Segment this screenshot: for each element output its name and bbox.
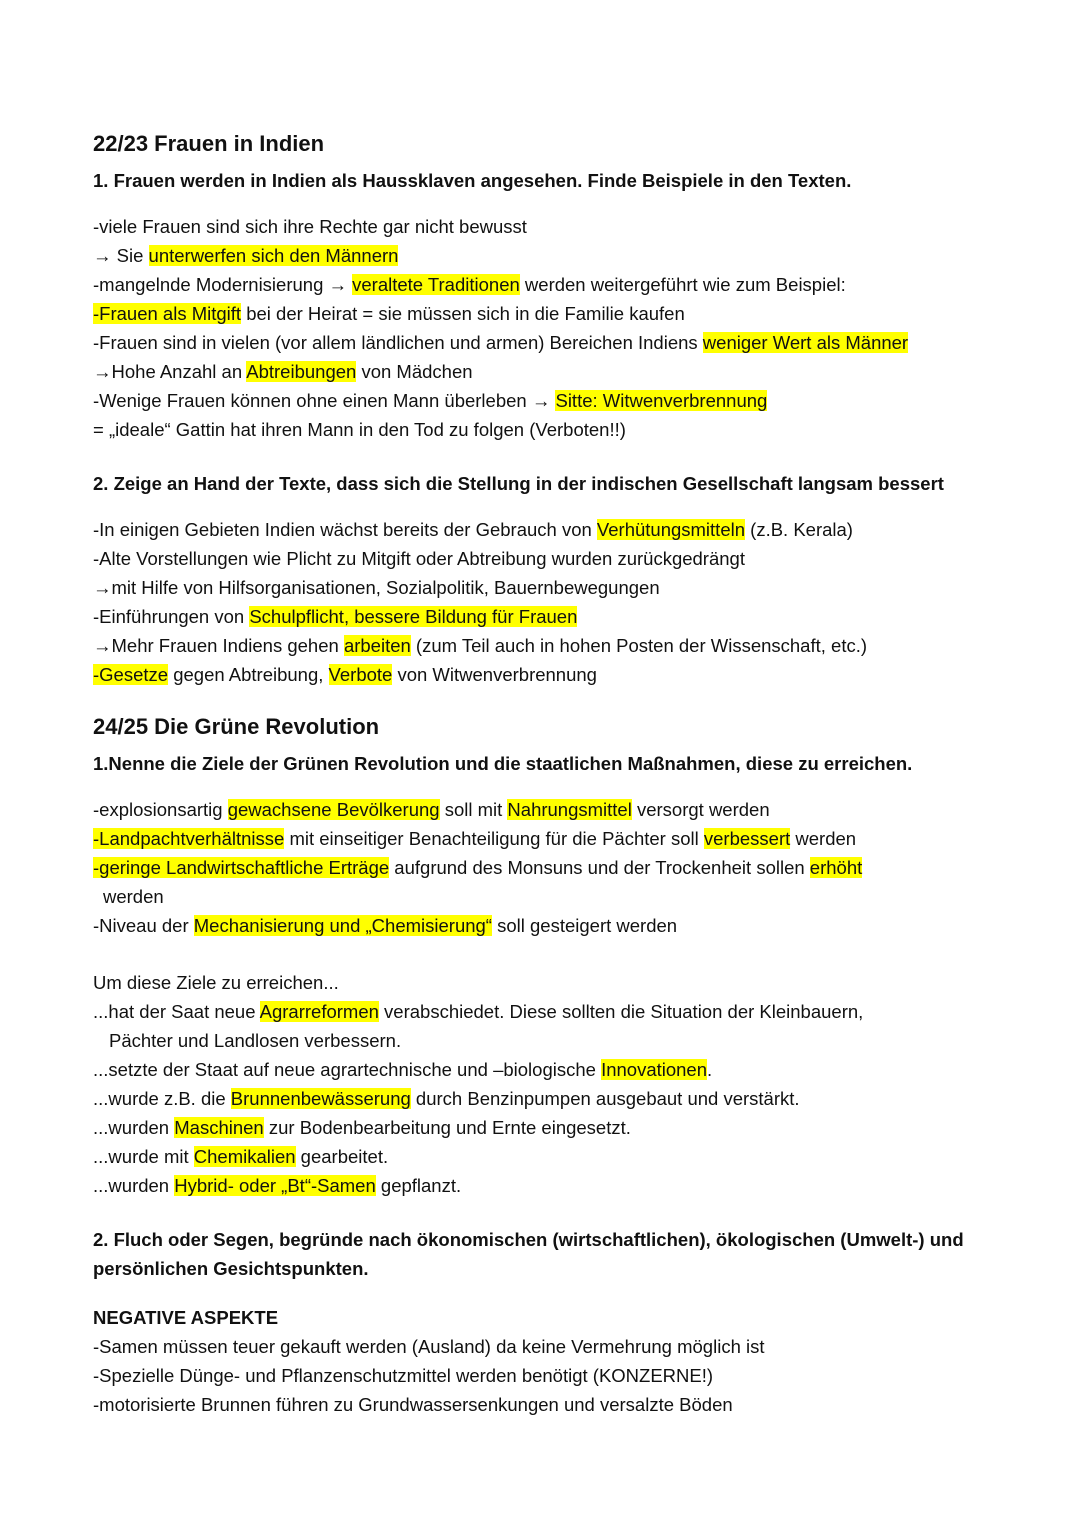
highlight: Landpachtverhältnisse (99, 828, 285, 849)
answer-line: -Frauen als Mitgift bei der Heirat = sie müssen sich in die Familie kaufen (93, 303, 685, 324)
answer-line: -mangelnde Modernisierung → veraltete Traditionen werden weitergeführt wie zum Beispiel: (93, 274, 846, 295)
answer-line: →Mehr Frauen Indiens gehen arbeiten (zum Teil auch in hohen Posten der Wissenschaft, etc.) (93, 635, 868, 656)
answer-line: -Landpachtverhältnisse mit einseitiger Benachteiligung für die Pächter soll verbessert werden (93, 828, 857, 849)
highlight: geringe Landwirtschaftliche Erträge (99, 857, 390, 878)
highlight: Schulpflicht, bessere Bildung für Frauen (249, 606, 578, 627)
document-content (93, 128, 993, 1419)
answer-line: -motorisierte Brunnen führen zu Grundwassersenkungen und versalzte Böden (93, 1394, 733, 1415)
highlight: Gesetze (99, 664, 169, 685)
highlight: verbessert (703, 828, 791, 849)
answer-line: → Sie unterwerfen sich den Männern (93, 245, 399, 266)
answer-line: ...setzte der Staat auf neue agrartechnische und –biologische Innovationen. (93, 1059, 713, 1080)
highlight: Brunnenbewässerung (230, 1088, 411, 1109)
answer-line: →Hohe Anzahl an Abtreibungen von Mädchen (93, 361, 473, 382)
answer-line: ...wurden Hybrid- oder „Bt“-Samen gepflanzt. (93, 1175, 462, 1196)
answer-block-5 (93, 1303, 993, 1419)
highlight: Mechanisierung und „Chemisierung“ (193, 915, 492, 936)
highlight: Nahrungsmittel (507, 799, 632, 820)
highlight: unterwerfen sich den Männern (148, 245, 399, 266)
highlight: erhöht (809, 857, 863, 878)
highlight: arbeiten (343, 635, 411, 656)
answer-line: werden (103, 886, 164, 907)
highlight: Sitte: Witwenverbrennung (555, 390, 768, 411)
answer-line: -viele Frauen sind sich ihre Rechte gar nicht bewusst (93, 216, 527, 237)
question-2-fluch-oder-segen: 2. Fluch oder Segen, begründe nach ökonomischen (wirtschaftlichen), ökologischen (Umwelt-) und (93, 1229, 964, 1250)
answer-line: -Niveau der Mechanisierung und „Chemisierung“ soll gesteigert werden (93, 915, 678, 936)
answer-block-4 (93, 968, 993, 1200)
question-2-stellung-bessert: 2. Zeige an Hand der Texte, dass sich die Stellung in der indischen Gesellschaft langsam bessert (93, 473, 944, 494)
answer-block-1 (93, 212, 993, 444)
section-title-gruene-revolution: 24/25 Die Grüne Revolution (93, 714, 380, 739)
answer-block-2 (93, 515, 993, 689)
highlight: veraltete Traditionen (352, 274, 520, 295)
highlight: Verhütungsmitteln (596, 519, 746, 540)
question-2-fluch-oder-segen-cont: persönlichen Gesichtspunkten. (93, 1258, 369, 1279)
question-1-haussklaven: 1. Frauen werden in Indien als Haussklaven angesehen. Finde Beispiele in den Texten. (93, 170, 852, 191)
section-title-frauen-in-indien: 22/23 Frauen in Indien (93, 131, 325, 156)
highlight: Innovationen (601, 1059, 708, 1080)
negative-aspects-title: NEGATIVE ASPEKTE (93, 1307, 279, 1328)
question-1-ziele: 1.Nenne die Ziele der Grünen Revolution und die staatlichen Maßnahmen, diese zu erreichen. (93, 753, 913, 774)
answer-line: -Wenige Frauen können ohne einen Mann überleben → Sitte: Witwenverbrennung (93, 390, 768, 411)
highlight: Agrarreformen (259, 1001, 379, 1022)
answer-line: -geringe Landwirtschaftliche Erträge aufgrund des Monsuns und der Trockenheit sollen erhöht (93, 857, 863, 878)
answer-line: -In einigen Gebieten Indien wächst bereits der Gebrauch von Verhütungsmitteln (z.B. Kerala) (93, 519, 853, 540)
answer-line: ...wurde z.B. die Brunnenbewässerung durch Benzinpumpen ausgebaut und verstärkt. (93, 1088, 800, 1109)
answer-line: ...wurde mit Chemikalien gearbeitet. (93, 1146, 389, 1167)
highlight: Abtreibungen (246, 361, 357, 382)
highlight: Hybrid- oder „Bt“-Samen (174, 1175, 376, 1196)
answer-block-3 (93, 795, 993, 940)
answer-line: Um diese Ziele zu erreichen... (93, 972, 339, 993)
highlight: weniger Wert als Männer (702, 332, 909, 353)
highlight: Frauen als Mitgift (99, 303, 242, 324)
answer-line: →mit Hilfe von Hilfsorganisationen, Sozialpolitik, Bauernbewegungen (93, 577, 660, 598)
highlight: Verbote (328, 664, 393, 685)
answer-line: Pächter und Landlosen verbessern. (109, 1030, 402, 1051)
answer-line: -Einführungen von Schulpflicht, bessere Bildung für Frauen (93, 606, 578, 627)
answer-line: -Frauen sind in vielen (vor allem ländlichen und armen) Bereichen Indiens weniger Wert als Männer (93, 332, 909, 353)
answer-line: -Spezielle Dünge- und Pflanzenschutzmittel werden benötigt (KONZERNE!) (93, 1365, 714, 1386)
answer-line: -explosionsartig gewachsene Bevölkerung soll mit Nahrungsmittel versorgt werden (93, 799, 770, 820)
answer-line: -Gesetze gegen Abtreibung, Verbote von Witwenverbrennung (93, 664, 597, 685)
highlight: Chemikalien (193, 1146, 296, 1167)
answer-line: ...wurden Maschinen zur Bodenbearbeitung und Ernte eingesetzt. (93, 1117, 631, 1138)
highlight: gewachsene Bevölkerung (227, 799, 440, 820)
highlight: Maschinen (174, 1117, 264, 1138)
answer-line: -Alte Vorstellungen wie Plicht zu Mitgift oder Abtreibung wurden zurückgedrängt (93, 548, 745, 569)
answer-line: -Samen müssen teuer gekauft werden (Ausland) da keine Vermehrung möglich ist (93, 1336, 765, 1357)
answer-line: = „ideale“ Gattin hat ihren Mann in den Tod zu folgen (Verboten!!) (93, 419, 626, 440)
answer-line: ...hat der Saat neue Agrarreformen verabschiedet. Diese sollten die Situation der Kleinbauern, (93, 1001, 864, 1022)
